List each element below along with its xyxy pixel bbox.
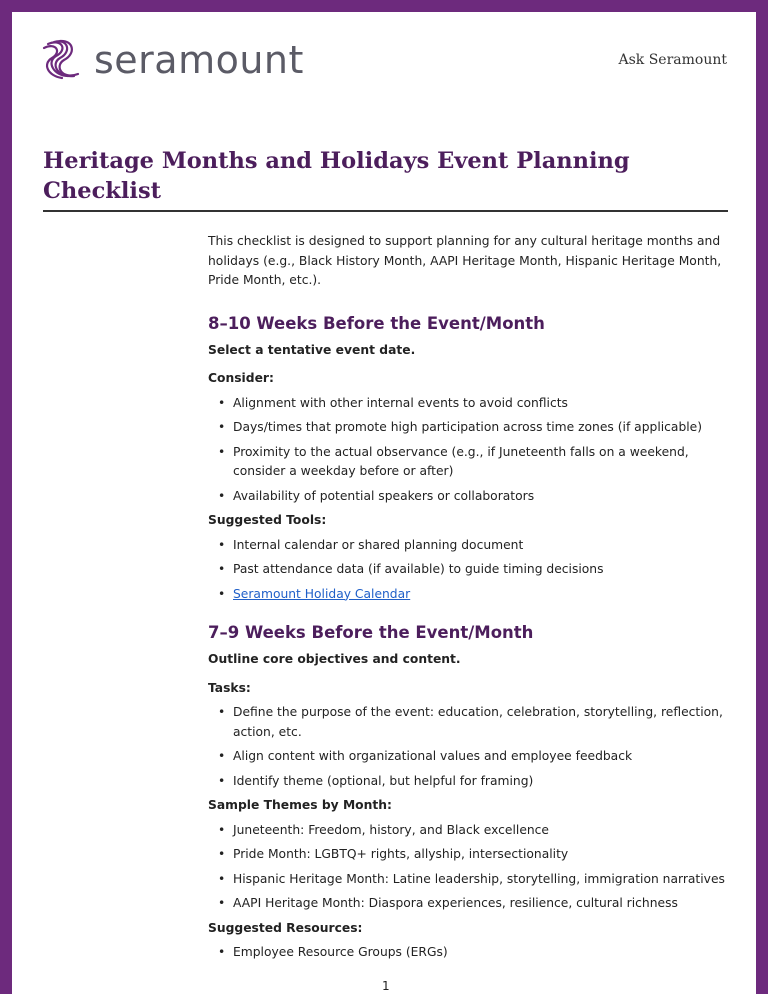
list-item: • Alignment with other internal events to avoid conflicts	[208, 394, 728, 414]
resources-label: Suggested Resources:	[208, 920, 363, 935]
page-number: 1	[382, 979, 390, 993]
page-title: Heritage Months and Holidays Event Planning Checklist	[43, 148, 630, 204]
holiday-calendar-link[interactable]: Seramount Holiday Calendar	[233, 586, 411, 601]
checklist-content	[208, 232, 728, 968]
section-heading-8-10-weeks: 8–10 Weeks Before the Event/Month	[208, 313, 545, 333]
document-page	[12, 12, 756, 994]
list-item: • Availability of potential speakers or collaborators	[208, 487, 728, 507]
tools-list	[208, 536, 728, 605]
list-item: • Juneteenth: Freedom, history, and Black excellence	[208, 821, 728, 841]
brand-logo	[38, 36, 304, 84]
list-item: • Employee Resource Groups (ERGs)	[208, 943, 728, 963]
tasks-list	[208, 703, 728, 791]
list-item: • Define the purpose of the event: education, celebration, storytelling, reflection, action, etc.	[208, 703, 728, 742]
tasks-label: Tasks:	[208, 680, 251, 695]
section2-lead: Outline core objectives and content.	[208, 652, 461, 666]
title-divider	[43, 210, 728, 212]
list-item: • AAPI Heritage Month: Diaspora experiences, resilience, cultural richness	[208, 894, 728, 914]
list-item: • Identify theme (optional, but helpful for framing)	[208, 772, 728, 792]
tools-label: Suggested Tools:	[208, 513, 327, 527]
list-item: • Pride Month: LGBTQ+ rights, allyship, intersectionality	[208, 845, 728, 865]
page-header	[12, 12, 756, 92]
themes-label: Sample Themes by Month:	[208, 798, 392, 812]
resources-list	[208, 943, 728, 963]
list-item: • Proximity to the actual observance (e.g., if Juneteenth falls on a weekend, consider a weekday before or after)	[208, 443, 728, 482]
list-item: • Past attendance data (if available) to guide timing decisions	[208, 560, 728, 580]
brand-wordmark: seramount	[94, 38, 304, 82]
ask-seramount-label: Ask Seramount	[618, 52, 727, 68]
intro-paragraph: This checklist is designed to support planning for any cultural heritage months and holidays (e.g., Black History Month, AAPI Heritage Month, Hispanic Heritage Month, Pride Month, etc.).	[208, 234, 722, 287]
consider-label: Consider:	[208, 371, 274, 385]
list-item: • Hispanic Heritage Month: Latine leadership, storytelling, immigration narratives	[208, 870, 728, 890]
list-item	[208, 585, 728, 605]
seramount-logo-icon	[38, 36, 86, 84]
themes-list	[208, 821, 728, 914]
list-item: • Align content with organizational values and employee feedback	[208, 747, 728, 767]
list-item: • Days/times that promote high participation across time zones (if applicable)	[208, 418, 728, 438]
page-footer	[12, 978, 756, 994]
list-item: • Internal calendar or shared planning document	[208, 536, 728, 556]
section1-lead: Select a tentative event date.	[208, 342, 416, 357]
section-heading-7-9-weeks: 7–9 Weeks Before the Event/Month	[208, 623, 534, 642]
consider-list	[208, 394, 728, 507]
